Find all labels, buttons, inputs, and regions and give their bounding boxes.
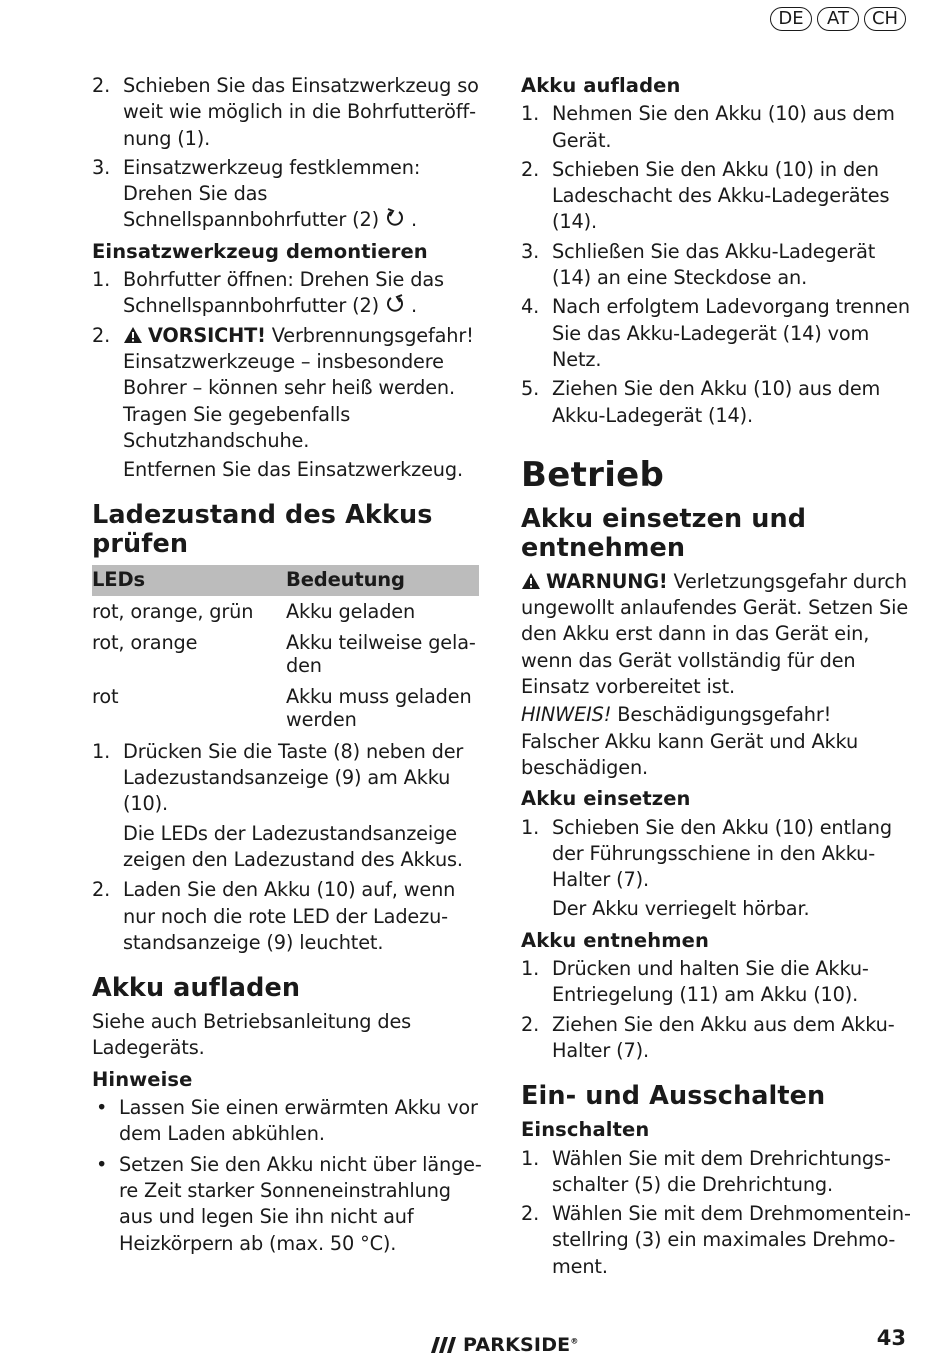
section-subtitle-insert: Akku einsetzen [521,787,691,811]
rotate-clockwise-icon [385,294,405,314]
list-item-continuation: Die LEDs der Ladezustandsanzeige zeigen den Ladezustand des Akkus. [123,821,463,871]
country-badge-de: DE [770,7,812,31]
note-paragraph: HINWEIS! Beschädigungsgefahr! Falscher Akku kann Gerät und Akku beschädigen. [521,703,859,779]
column-header: LEDs [92,565,286,595]
list-item: 1. Nehmen Sie den Akku (10) aus dem Gerät. [521,102,895,152]
table-cell: rot, orange [92,630,198,654]
section-subtitle-remove: Akku entnehmen [521,928,709,952]
list-item: 5. Ziehen Sie den Akku (10) aus dem Akku-Ladegerät (14). [521,377,881,427]
column-header: Bedeutung [286,565,479,595]
caution-label: VORSICHT! [148,323,266,347]
parkside-logo [431,1334,579,1356]
registered-mark: ® [570,1336,579,1346]
list-item: 2. Schieben Sie das Einsatzwerkzeug so weit wie möglich in die Bohrfutteröffnung (1). [92,74,479,150]
table-cell: Akku muss geladen werden [286,684,472,731]
remove-steps [521,956,913,1064]
list-item-continuation: Entfernen Sie das Einsatzwerkzeug. [123,458,463,482]
table-cell: rot, orange, grün [92,599,254,623]
section-heading-charging: Akku aufladen [92,973,301,1004]
bullet-item: • Lassen Sie einen erwärmten Akku vor dem Laden abkühlen. [92,1095,484,1148]
page-number: 43 [876,1326,906,1350]
list-item: 1. Bohrfutter öffnen: Drehen Sie das Schnellspannbohrfutter (2) . [92,268,444,318]
brand-name: PARKSIDE® [463,1334,579,1356]
charge-state-steps [92,739,484,956]
table-cell: rot [92,684,119,708]
list-item: 4. Nach erfolgtem Ladevorgang trennen Sie das Akku-Ladegerät (14) vom Netz. [521,295,910,371]
warning-label: WARNUNG! [546,569,668,593]
switch-on-steps [521,1146,913,1280]
rotate-counterclockwise-icon [385,208,405,228]
list-item: 3. Schließen Sie das Akku-Ladegerät (14) an eine Steckdose an. [521,239,876,290]
list-item: 1. Drücken Sie die Taste (8) neben der Ladezustandsanzeige (9) am Akku (10). [92,739,464,816]
right-column [521,73,913,1283]
insert-steps [521,815,913,923]
list-item-continuation: Der Akku verriegelt hörbar. [552,897,810,921]
bullet-icon: • [96,1096,108,1120]
table-cell: Akku geladen [286,599,416,623]
led-table [92,565,479,734]
charging-intro: Siehe auch Betriebsanleitung des Ladegeräts. [92,1010,412,1060]
list-item: 1. Wählen Sie mit dem Drehrichtungsschalter (5) die Drehrichtung. [521,1146,891,1196]
list-item: 1. Schieben Sie den Akku (10) entlang der Führungsschiene in den Akku-Halter (7). [521,815,892,892]
section-heading-charge-state: Ladezustand des Akkus prüfen [92,500,433,560]
list-item: 1. Drücken und halten Sie die Akku-Entriegelung (11) am Akku (10). [521,957,869,1007]
table-cell: Akku teilweise geladen [286,630,476,677]
bullet-item: • Setzen Sie den Akku nicht über längere Zeit starker Sonneneinstrahlung aus und legen Sie ihn nicht auf Heizkörpern ab (max. 50 °C). [92,1152,484,1257]
bullet-icon: • [96,1152,108,1176]
section-heading-insert-remove: Akku einsetzen und entnehmen [521,503,807,563]
country-badge-at: AT [817,7,859,31]
table-row [92,596,479,627]
warning-paragraph: WARNUNG! Verletzungsgefahr durch ungewollt anlaufendes Gerät. Setzen Sie den Akku erst dann in das Gerät ein, wenn das Gerät vollständig für den Einsatz vorbereitet ist. [521,569,909,699]
warning-icon [123,326,143,344]
list-item: 3. Einsatzwerkzeug festklemmen: Drehen Sie das Schnellspannbohrfutter (2) . [92,155,421,232]
note-label: HINWEIS! [521,703,612,727]
list-item: 2. VORSICHT! Verbrennungsgefahr! Einsatzwerkzeuge – insbesondere Bohrer – können sehr heiß werden. Tragen Sie gegebenfalls Schutzhandschuhe. [92,323,474,452]
section-heading-on-off: Ein- und Ausschalten [521,1081,826,1112]
warning-icon [521,572,541,590]
brand-stripes-icon [431,1337,457,1353]
country-badges [770,7,906,31]
list-item: 2. Ziehen Sie den Akku aus dem Akku-Halter (7). [521,1012,895,1062]
list-item: 2. Wählen Sie mit dem Drehmomenteinstellring (3) ein maximales Drehmoment. [521,1202,911,1278]
table-header-row [92,565,479,595]
table-row [92,681,479,735]
section-subtitle-switch-on: Einschalten [521,1118,650,1142]
section-subtitle-notes: Hinweise [92,1067,193,1091]
list-item: 2. Laden Sie den Akku (10) auf, wenn nur noch die rote LED der Ladezustandsanzeige (9) leuchtet. [92,878,456,954]
left-column [92,73,484,1261]
table-row [92,627,479,681]
list-item: 2. Schieben Sie den Akku (10) in den Ladeschacht des Akku-Ladegerätes (14). [521,157,890,234]
tool-insert-steps [92,73,484,234]
section-subtitle-demount: Einsatzwerkzeug demontieren [92,239,428,263]
section-subtitle-charging: Akku aufladen [521,74,681,97]
demount-steps [92,267,484,483]
chapter-heading-operation: Betrieb [521,454,665,495]
charging-steps [521,101,913,429]
country-badge-ch: CH [864,7,906,31]
